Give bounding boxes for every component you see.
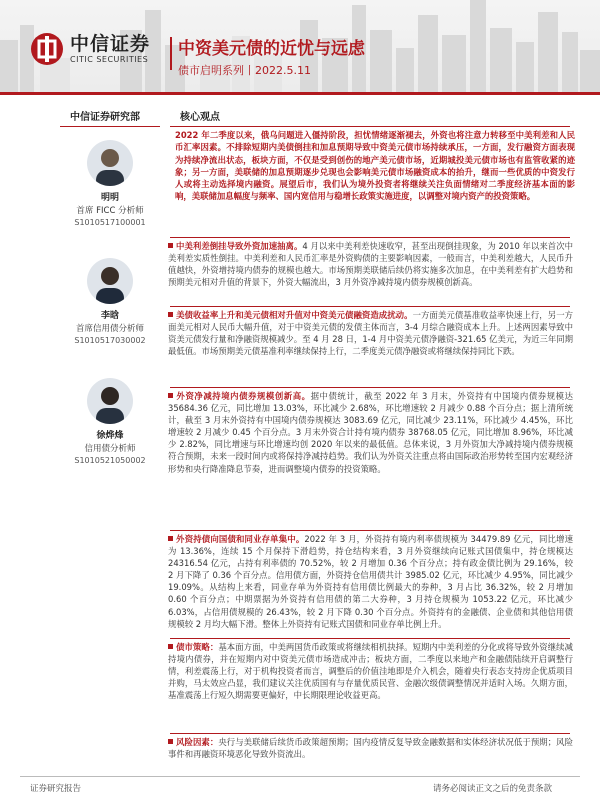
analyst-role: 信用债分析师 (84, 444, 136, 454)
analyst-card (60, 258, 160, 347)
section-paragraph (168, 240, 573, 288)
citic-logo-icon (30, 32, 64, 66)
analyst-name: 明明 (100, 193, 119, 203)
section-heading: 中美利差倒挂导致外资加速抽离。 (176, 241, 303, 251)
report-title: 中资美元债的近忧与远虑 (178, 39, 365, 59)
section-body: 据中债统计，截至 2022 年 3 月末，外资持有中国境内债券规模达 35684.36 亿元，同比增加 13.03%，环比减少 2.68%，环比增速较 2 月减少 0.88 个百分点；据上清所统计，截至 3 月末外资持有中国境内债券规模达 3083.69 亿元，同比减少 23.11%，环比减少 4.45%，环比增速较 2 月减少 0.45 个百分点。3 月末外资合计持有境内债券 38768.05 亿元，同比增加 8.96%，环比减少 2.82%，同比增速与环比增速均创 2020 年以来的最低值。总体来说，3 月外资加大净减持境内债券规模符合预期，未来一段时间内或将保持净减持趋势。我们认为外资关注重点将由国际政治形势转至国内宏观经济形势和央行降准降息节奏，进而调整境内债券的投资策略。 (168, 391, 573, 474)
report-header (0, 0, 600, 92)
report-subtitle: 债市启明系列丨2022.5.11 (178, 64, 311, 77)
header-divider (170, 37, 172, 70)
section-divider (170, 733, 570, 734)
section-heading: 风险因素： (176, 737, 219, 747)
summary-paragraph: 2022 年二季度以来，俄乌问题进入僵持阶段，担忧情绪逐渐褪去，外资也将注意力转移至中美利差和人民币汇率因素。不排除短期内美债倒挂和加息预期导致中资美元债市场持续承压，一方面，发行融资方面表现为持续净流出状态，板块方面，不仅是受到创伤的地产美元债市场，近期城投美元债市场也有监管收紧的迹象；另一方面，美联储的加息预期逐步兑现也会影响美元债市场融资成本的抬升，继而一些优质的中资发行人或将主动选择境内融资。展望后市，我们认为境外投资者将继续关注负面情绪对二季度经济基本面的影响，美联储加息幅度与频率、国内宽信用与稳增长政策实施进度，以调整对境内资产的投资策略。 (175, 130, 575, 202)
bullet-square-icon (168, 739, 173, 744)
footer-disclaimer: 请务必阅读正文之后的免责条款 (432, 784, 552, 794)
section-body: 2022 年 3 月，外资持有境内利率债规模为 34479.89 亿元，同比增速为 13.36%，连续 15 个月保持下滑趋势，持仓结构来看，3 月外资继续向记账式国债集中，持仓规模达 24316.54 亿元，占持有利率债的 70.52%，较 2 月增加 0.36 个百分点；持有政金债比例为 29.16%，较 2 月下降了 0.36 个百分点。信用债方面，外资持仓信用债共计 3985.02 亿元，环比减少 4.95%，同比减少 19.09%。从结构上来看，同业存单为外资持有信用债比例最大的券种，3 月占比 36.32%，较 2 月增加 0.60 个百分点；中期票据为外资持有信用债的第二大券种，3 月持仓规模为 1053.22 亿元，环比减少 6.03%，占信用债规模的 26.43%，较 2 月下降 0.30 个百分点。外资持有的金融债、企业债和其他信用债规模较 2 月均大幅下滑。整体上外资持有记账式国债和同业存单比例上升。 (168, 534, 573, 629)
section-divider (170, 387, 570, 388)
section-paragraph (168, 309, 573, 357)
section-paragraph (168, 641, 573, 701)
analyst-license: S1010517100001 (74, 218, 146, 227)
analyst-name: 徐烨烽 (96, 431, 124, 441)
section-body: 一方面美元债基准收益率快速上行，另一方面美元相对人民币大幅升值，对于中资美元债的发债主体而言，3-4 月综合融资成本上升。上述两因素导致中资美元债发行量和净融资规模减少。至 4 月 28 日，1-4 月中资美元债净融资-321.65 亿美元，为近三年同期最低值。市场预期美元债基准利率继续保持上行，二季度美元债净融资或将继续保持同比下跌。 (168, 310, 574, 357)
section-heading: 外资净减持境内债券规模创新高。 (176, 391, 311, 401)
section-heading: 美债收益率上升和美元债相对升值对中资美元债融资造成扰动。 (176, 310, 413, 320)
section-heading: 外资持债向国债和同业存单集中。 (176, 534, 305, 544)
analyst-role: 首席 FICC 分析师 (76, 206, 144, 216)
key-points-rule (170, 126, 570, 127)
bullet-square-icon (168, 393, 173, 398)
analyst-license: S1010517030002 (74, 336, 146, 345)
section-divider (170, 237, 570, 238)
analyst-name: 李晗 (100, 311, 119, 321)
key-points-heading: 核心观点 (180, 112, 220, 123)
section-body: 4 月以来中美利差快速收窄，甚至出现倒挂现象，为 2010 年以来首次中美利差实质性倒挂。中美利差和人民币汇率是外资购债的主要影响因素，一般而言，中美利差越大，人民币升值越快，外资增持境内债券的规模也越大。市场预期美联储后续仍将实施多次加息，在中美利差有扩大趋势和预期美元相对升值的背景下，外资大幅流出，3 月外资净减持境内债券规模创新高。 (168, 241, 573, 288)
analyst-license: S1010521050002 (74, 456, 146, 465)
footer-left: 证券研究报告 (30, 784, 82, 794)
analyst-card (60, 140, 160, 229)
section-paragraph (168, 390, 573, 475)
analyst-card (60, 378, 160, 467)
section-body: 基本面方面，中美两国货币政策或将继续相机抉择。短期内中美利差的分化或将导致外资继续减持境内债券，并在短期内对中资美元债市场造成冲击；板块方面，二季度以来地产和金融债陆续开启调整行情，利差震荡上行，对于机构投资者而言，调整后的价值洼地即是介入机会，随着央行表态支持房企优质项目并购，马太效应凸显，我们建议关注优质国有与存量优质民营、金融次级债调整情况并适时入场。久期方面，基准震荡上行短久期需要更偏好，中长期限理论收益更高。 (168, 642, 574, 701)
section-paragraph (168, 533, 573, 630)
dept-rule (60, 126, 160, 127)
brand-name-cn: 中信证券 (70, 33, 151, 55)
bullet-square-icon (168, 644, 173, 649)
section-body: 央行与美联储后续货币政策超预期；国内疫情反复导致金融数据和实体经济状况低于预期；风险事件和再融资环境恶化导致外资流出。 (168, 737, 574, 760)
bullet-square-icon (168, 243, 173, 248)
analyst-photo (87, 140, 133, 186)
section-divider (170, 306, 570, 307)
analyst-photo (87, 258, 133, 304)
brand-name-en: CITIC SECURITIES (70, 55, 149, 64)
section-divider (170, 530, 570, 531)
analyst-role: 首席信用债分析师 (75, 324, 144, 334)
header-rule (0, 92, 600, 95)
bullet-square-icon (168, 536, 173, 541)
footer-rule (20, 776, 580, 777)
bullet-square-icon (168, 312, 173, 317)
section-divider (170, 638, 570, 639)
citic-logo (30, 32, 150, 66)
research-dept: 中信证券研究部 (70, 112, 140, 123)
section-paragraph (168, 736, 573, 760)
analyst-photo (87, 378, 133, 424)
section-heading: 债市策略： (176, 642, 219, 652)
